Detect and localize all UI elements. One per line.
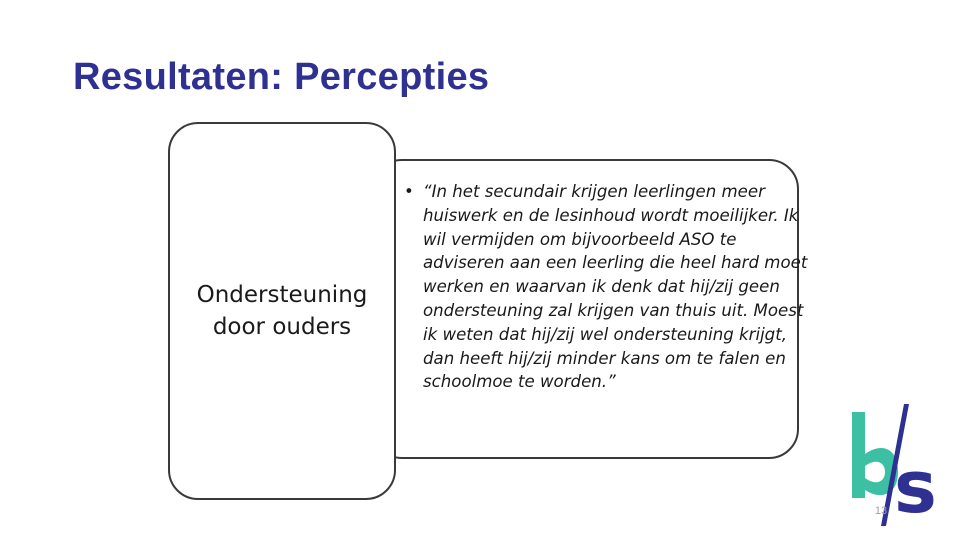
slide-title: Resultaten: Percepties — [73, 56, 490, 98]
page-number: 13 — [874, 505, 888, 517]
quote-text-block — [404, 180, 813, 394]
topic-label: Ondersteuning door ouders — [196, 282, 368, 340]
svg-text:s: s — [894, 445, 937, 528]
quote-text: “In het secundair krijgen leerlingen meer huiswerk en de lesinhoud wordt moeilijker. Ik wil vermijden om bijvoorbeeld ASO te adviseren aan een leerling die heel hard moet werken en waarvan ik denk dat hij/zij geen ondersteuning zal krijgen van thuis uit. Moest ik weten dat hij/zij wel ondersteuning krijgt, dan heeft hij/zij minder kans om te falen en schoolmoe te worden.” — [423, 182, 808, 392]
bullet: • — [404, 182, 414, 201]
topic-box — [168, 122, 396, 500]
